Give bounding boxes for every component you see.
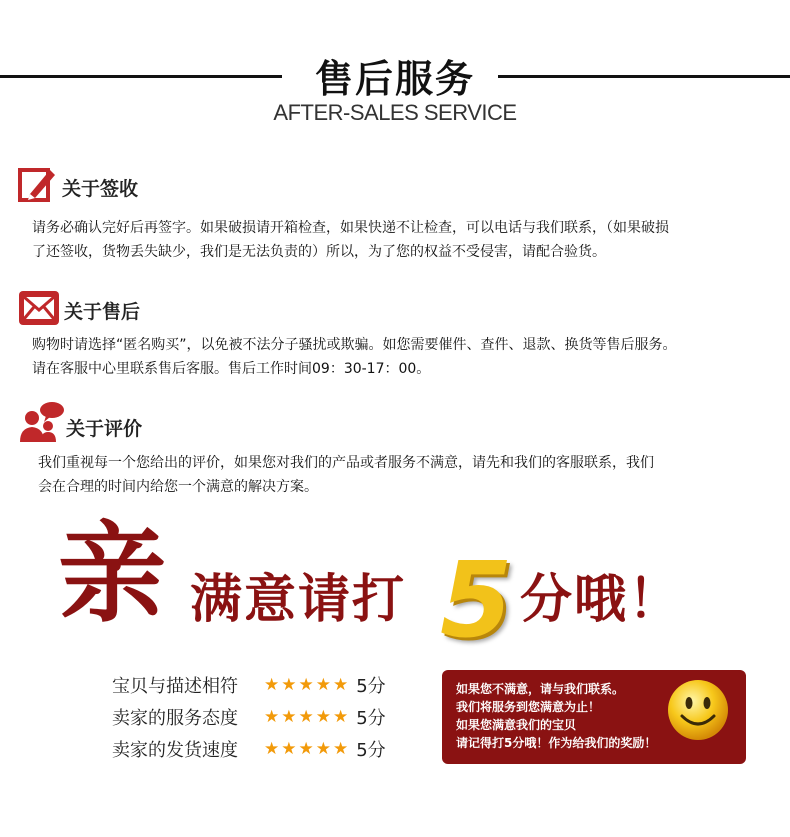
rating-label: 宝贝与描述相符: [112, 676, 238, 697]
section-title-aftersales: 关于售后: [64, 301, 141, 323]
people-chat-icon: [18, 400, 58, 440]
star-rating-icon: ★★★★★: [264, 707, 351, 727]
notice-text: [456, 680, 656, 752]
notice-box: [442, 670, 746, 764]
rating-score: 5分: [356, 676, 386, 697]
section-body-signing: [32, 216, 777, 264]
edit-pencil-icon: [18, 164, 58, 204]
notice-line: 我们将服务到您满意为止！: [456, 700, 601, 714]
section-title-review: 关于评价: [66, 418, 143, 440]
section-text-line: 会在合理的时间内给您一个满意的解决方案。: [38, 479, 318, 495]
rating-label: 卖家的服务态度: [112, 708, 238, 729]
section-text-line: 请务必确认完好后再签字。如果破损请开箱检查，如果快递不让检查，可以电话与我们联系，（如果破损: [32, 220, 669, 236]
slogan-big-char: 亲: [58, 511, 167, 637]
section-body-aftersales: [32, 333, 777, 381]
rating-row: [112, 734, 386, 764]
section-text-line: 了还签收，货物丢失缺少，我们是无法负责的）所以，为了您的权益不受侵害，请配合验货。: [32, 244, 606, 260]
section-text-line: 我们重视每一个您给出的评价，如果您对我们的产品或者服务不满意，请先和我们的客服联系，我们: [38, 455, 654, 471]
rating-row: [112, 702, 386, 732]
rating-score: 5分: [356, 708, 386, 729]
slogan-text-b: 分哦！: [520, 569, 683, 630]
notice-line: 请记得打5分哦！作为给我们的奖励！: [456, 736, 657, 750]
section-text-line: 购物时请选择“匿名购买”，以免被不法分子骚扰或欺骗。如您需要催件、查件、退款、换货等售后服务。: [32, 337, 677, 353]
section-title-signing: 关于签收: [62, 178, 139, 200]
star-rating-icon: ★★★★★: [264, 675, 351, 695]
rating-label: 卖家的发货速度: [112, 740, 238, 761]
page-subtitle: AFTER-SALES SERVICE: [273, 100, 517, 125]
slogan-number: 5: [440, 539, 513, 661]
slogan-text-a: 满意请打: [190, 569, 407, 630]
rating-row: [112, 670, 386, 700]
section-text-line: 请在客服中心里联系售后客服。售后工作时间09：30-17：00。: [32, 361, 431, 377]
notice-line: 如果您不满意，请与我们联系。: [456, 682, 625, 696]
notice-line: 如果您满意我们的宝贝: [456, 718, 577, 732]
smiley-face-icon: [666, 678, 730, 742]
star-rating-icon: ★★★★★: [264, 739, 351, 759]
rating-score: 5分: [356, 740, 386, 761]
mail-envelope-icon: [18, 288, 58, 328]
page-title: 售后服务: [314, 57, 475, 101]
section-body-review: [38, 451, 783, 499]
